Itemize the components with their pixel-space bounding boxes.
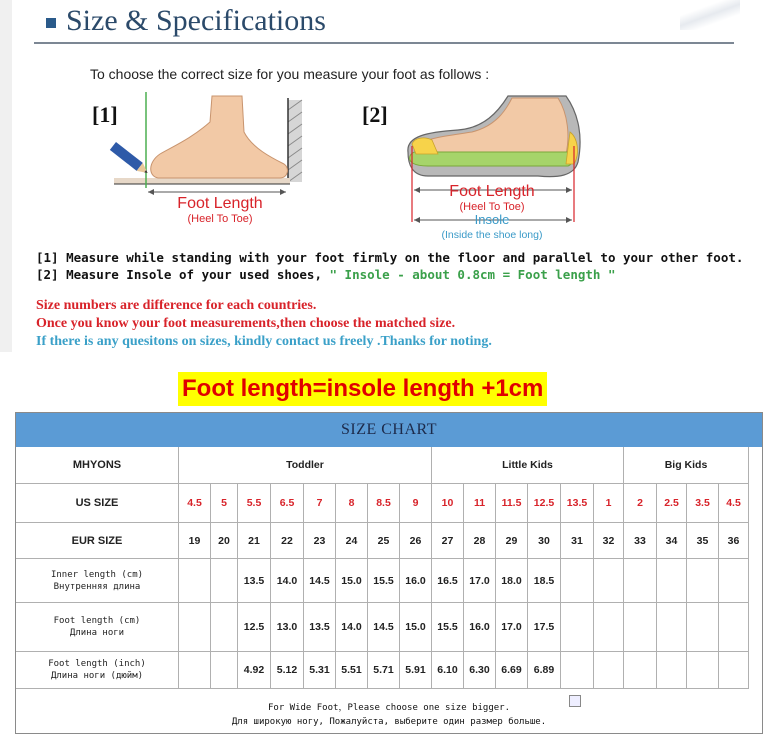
note-contact: If there is any quesitons on sizes, kindly contact us freely .Thanks for noting. (36, 334, 492, 349)
size-cell (179, 603, 211, 652)
group-0: Toddler (179, 447, 432, 484)
size-cell (687, 559, 719, 603)
size-cell: 36 (719, 523, 749, 559)
size-cell (594, 559, 624, 603)
size-chart-footer (16, 689, 762, 733)
row-label-3 (16, 603, 179, 652)
size-cell (657, 652, 687, 689)
title-bullet (46, 18, 56, 28)
size-cell: 26 (400, 523, 432, 559)
size-cell: 6.89 (528, 652, 561, 689)
brand-cell: MHYONS (16, 447, 179, 484)
size-cell: 32 (594, 523, 624, 559)
size-cell: 30 (528, 523, 561, 559)
size-cell: 14.5 (304, 559, 336, 603)
size-cell: 4.5 (719, 484, 749, 523)
size-chart-table (15, 412, 763, 734)
size-cell (657, 559, 687, 603)
size-cell (687, 652, 719, 689)
size-cell: 8.5 (368, 484, 400, 523)
group-2: Big Kids (624, 447, 749, 484)
size-cell: 6.10 (432, 652, 464, 689)
size-cell: 8 (336, 484, 368, 523)
size-cell: 15.5 (368, 559, 400, 603)
size-cell: 29 (496, 523, 528, 559)
size-cell: 6.69 (496, 652, 528, 689)
wide-foot-note-ru: Для широкую ногу, Пожалуйста, выберите один размер больше. (231, 717, 547, 727)
size-cell: 33 (624, 523, 657, 559)
size-cell (719, 652, 749, 689)
size-cell: 6.5 (271, 484, 304, 523)
instruction-2-highlight: " Insole - about 0.8cm = Foot length " (329, 267, 616, 282)
fig2-insole-sub: (Inside the shoe long) (441, 229, 543, 241)
size-cell: 3.5 (687, 484, 719, 523)
size-cell: 10 (432, 484, 464, 523)
size-cell: 14.0 (271, 559, 304, 603)
insole-measure-illustration (398, 92, 588, 242)
note-matched-size: Once you know your foot measurements,then choose the matched size. (36, 316, 456, 331)
image-placeholder-icon (569, 695, 581, 707)
size-cell: 5.71 (368, 652, 400, 689)
size-cell: 28 (464, 523, 496, 559)
size-cell: 17.0 (496, 603, 528, 652)
fig2-insole: Insole (474, 212, 510, 227)
size-cell: 14.5 (368, 603, 400, 652)
row-label-ru: Длина ноги (дюйм) (50, 671, 144, 681)
size-cell (719, 603, 749, 652)
page-title: Size & Specifications (66, 4, 326, 37)
size-cell (211, 603, 238, 652)
size-cell (594, 652, 624, 689)
size-cell: 2.5 (657, 484, 687, 523)
size-cell: 11.5 (496, 484, 528, 523)
size-cell (561, 652, 594, 689)
size-cell (179, 652, 211, 689)
row-label-0: US SIZE (16, 484, 179, 523)
section-header (0, 0, 771, 46)
size-chart-title: SIZE CHART (16, 413, 762, 447)
note-countries: Size numbers are difference for each countries. (36, 298, 317, 313)
size-cell: 31 (561, 523, 594, 559)
size-cell: 4.92 (238, 652, 271, 689)
row-label-2 (16, 559, 179, 603)
figure-2-label: [2] (362, 102, 388, 127)
size-cell (211, 559, 238, 603)
fig1-caption: Foot Length (177, 195, 263, 212)
size-cell: 6.30 (464, 652, 496, 689)
size-cell: 16.0 (464, 603, 496, 652)
size-cell (624, 559, 657, 603)
row-label-ru: Внутренняя длина (53, 581, 141, 592)
size-cell: 2 (624, 484, 657, 523)
size-cell: 12.5 (528, 484, 561, 523)
size-cell: 1 (594, 484, 624, 523)
size-cell: 25 (368, 523, 400, 559)
size-cell (719, 559, 749, 603)
size-cell: 7 (304, 484, 336, 523)
size-cell: 21 (238, 523, 271, 559)
left-gray-strip (0, 0, 12, 352)
size-cell: 15.0 (336, 559, 368, 603)
row-label-4 (16, 652, 179, 689)
size-cell: 17.5 (528, 603, 561, 652)
size-cell (594, 603, 624, 652)
size-cell: 13.5 (561, 484, 594, 523)
size-cell (687, 603, 719, 652)
size-cell: 22 (271, 523, 304, 559)
size-cell (561, 559, 594, 603)
group-1: Little Kids (432, 447, 624, 484)
size-cell: 11 (464, 484, 496, 523)
size-cell (211, 652, 238, 689)
size-cell: 15.0 (400, 603, 432, 652)
size-cell: 5.91 (400, 652, 432, 689)
row-label-ru: Длина ноги (69, 628, 125, 638)
size-cell: 34 (657, 523, 687, 559)
instruction-2-prefix: [2] Measure Insole of your used shoes, (36, 267, 330, 282)
size-cell: 4.5 (179, 484, 211, 523)
size-cell: 23 (304, 523, 336, 559)
decorative-streak (680, 0, 740, 30)
size-cell: 19 (179, 523, 211, 559)
fig2-caption: Foot Length (449, 183, 535, 200)
foot-measure-illustration (100, 92, 310, 232)
row-label-en: Inner length (cm) (50, 569, 144, 580)
header-rule (34, 42, 734, 44)
size-cell: 35 (687, 523, 719, 559)
fig1-sub: (Heel To Toe) (187, 213, 253, 225)
wide-foot-note-en: For Wide Foot，Please choose one size bigger. (268, 703, 510, 713)
intro-text: To choose the correct size for you measure your foot as follows : (90, 66, 490, 82)
size-cell (624, 603, 657, 652)
size-cell (561, 603, 594, 652)
fig2-sub: (Heel To Toe) (459, 201, 525, 213)
size-cell: 5 (211, 484, 238, 523)
row-label-en: Foot length (cm) (53, 616, 141, 626)
instruction-1: [1] Measure while standing with your foot firmly on the floor and parallel to your other foot. (36, 250, 744, 265)
row-label-en: Foot length (inch) (48, 659, 146, 669)
instruction-2 (36, 267, 615, 282)
size-cell: 16.5 (432, 559, 464, 603)
size-cell: 13.5 (304, 603, 336, 652)
size-cell: 16.0 (400, 559, 432, 603)
size-cell: 24 (336, 523, 368, 559)
size-cell: 17.0 (464, 559, 496, 603)
size-cell: 9 (400, 484, 432, 523)
size-cell: 18.0 (496, 559, 528, 603)
size-cell: 5.51 (336, 652, 368, 689)
size-cell (624, 652, 657, 689)
size-cell (179, 559, 211, 603)
size-cell: 27 (432, 523, 464, 559)
size-cell: 14.0 (336, 603, 368, 652)
figure-1-label: [1] (92, 102, 118, 127)
size-cell: 13.0 (271, 603, 304, 652)
size-cell: 15.5 (432, 603, 464, 652)
size-cell: 18.5 (528, 559, 561, 603)
size-cell: 13.5 (238, 559, 271, 603)
foot-length-banner: Foot length=insole length +1cm (178, 372, 547, 406)
size-cell: 20 (211, 523, 238, 559)
size-cell: 5.12 (271, 652, 304, 689)
size-cell (657, 603, 687, 652)
size-cell: 12.5 (238, 603, 271, 652)
size-cell: 5.31 (304, 652, 336, 689)
row-label-1: EUR SIZE (16, 523, 179, 559)
size-cell: 5.5 (238, 484, 271, 523)
